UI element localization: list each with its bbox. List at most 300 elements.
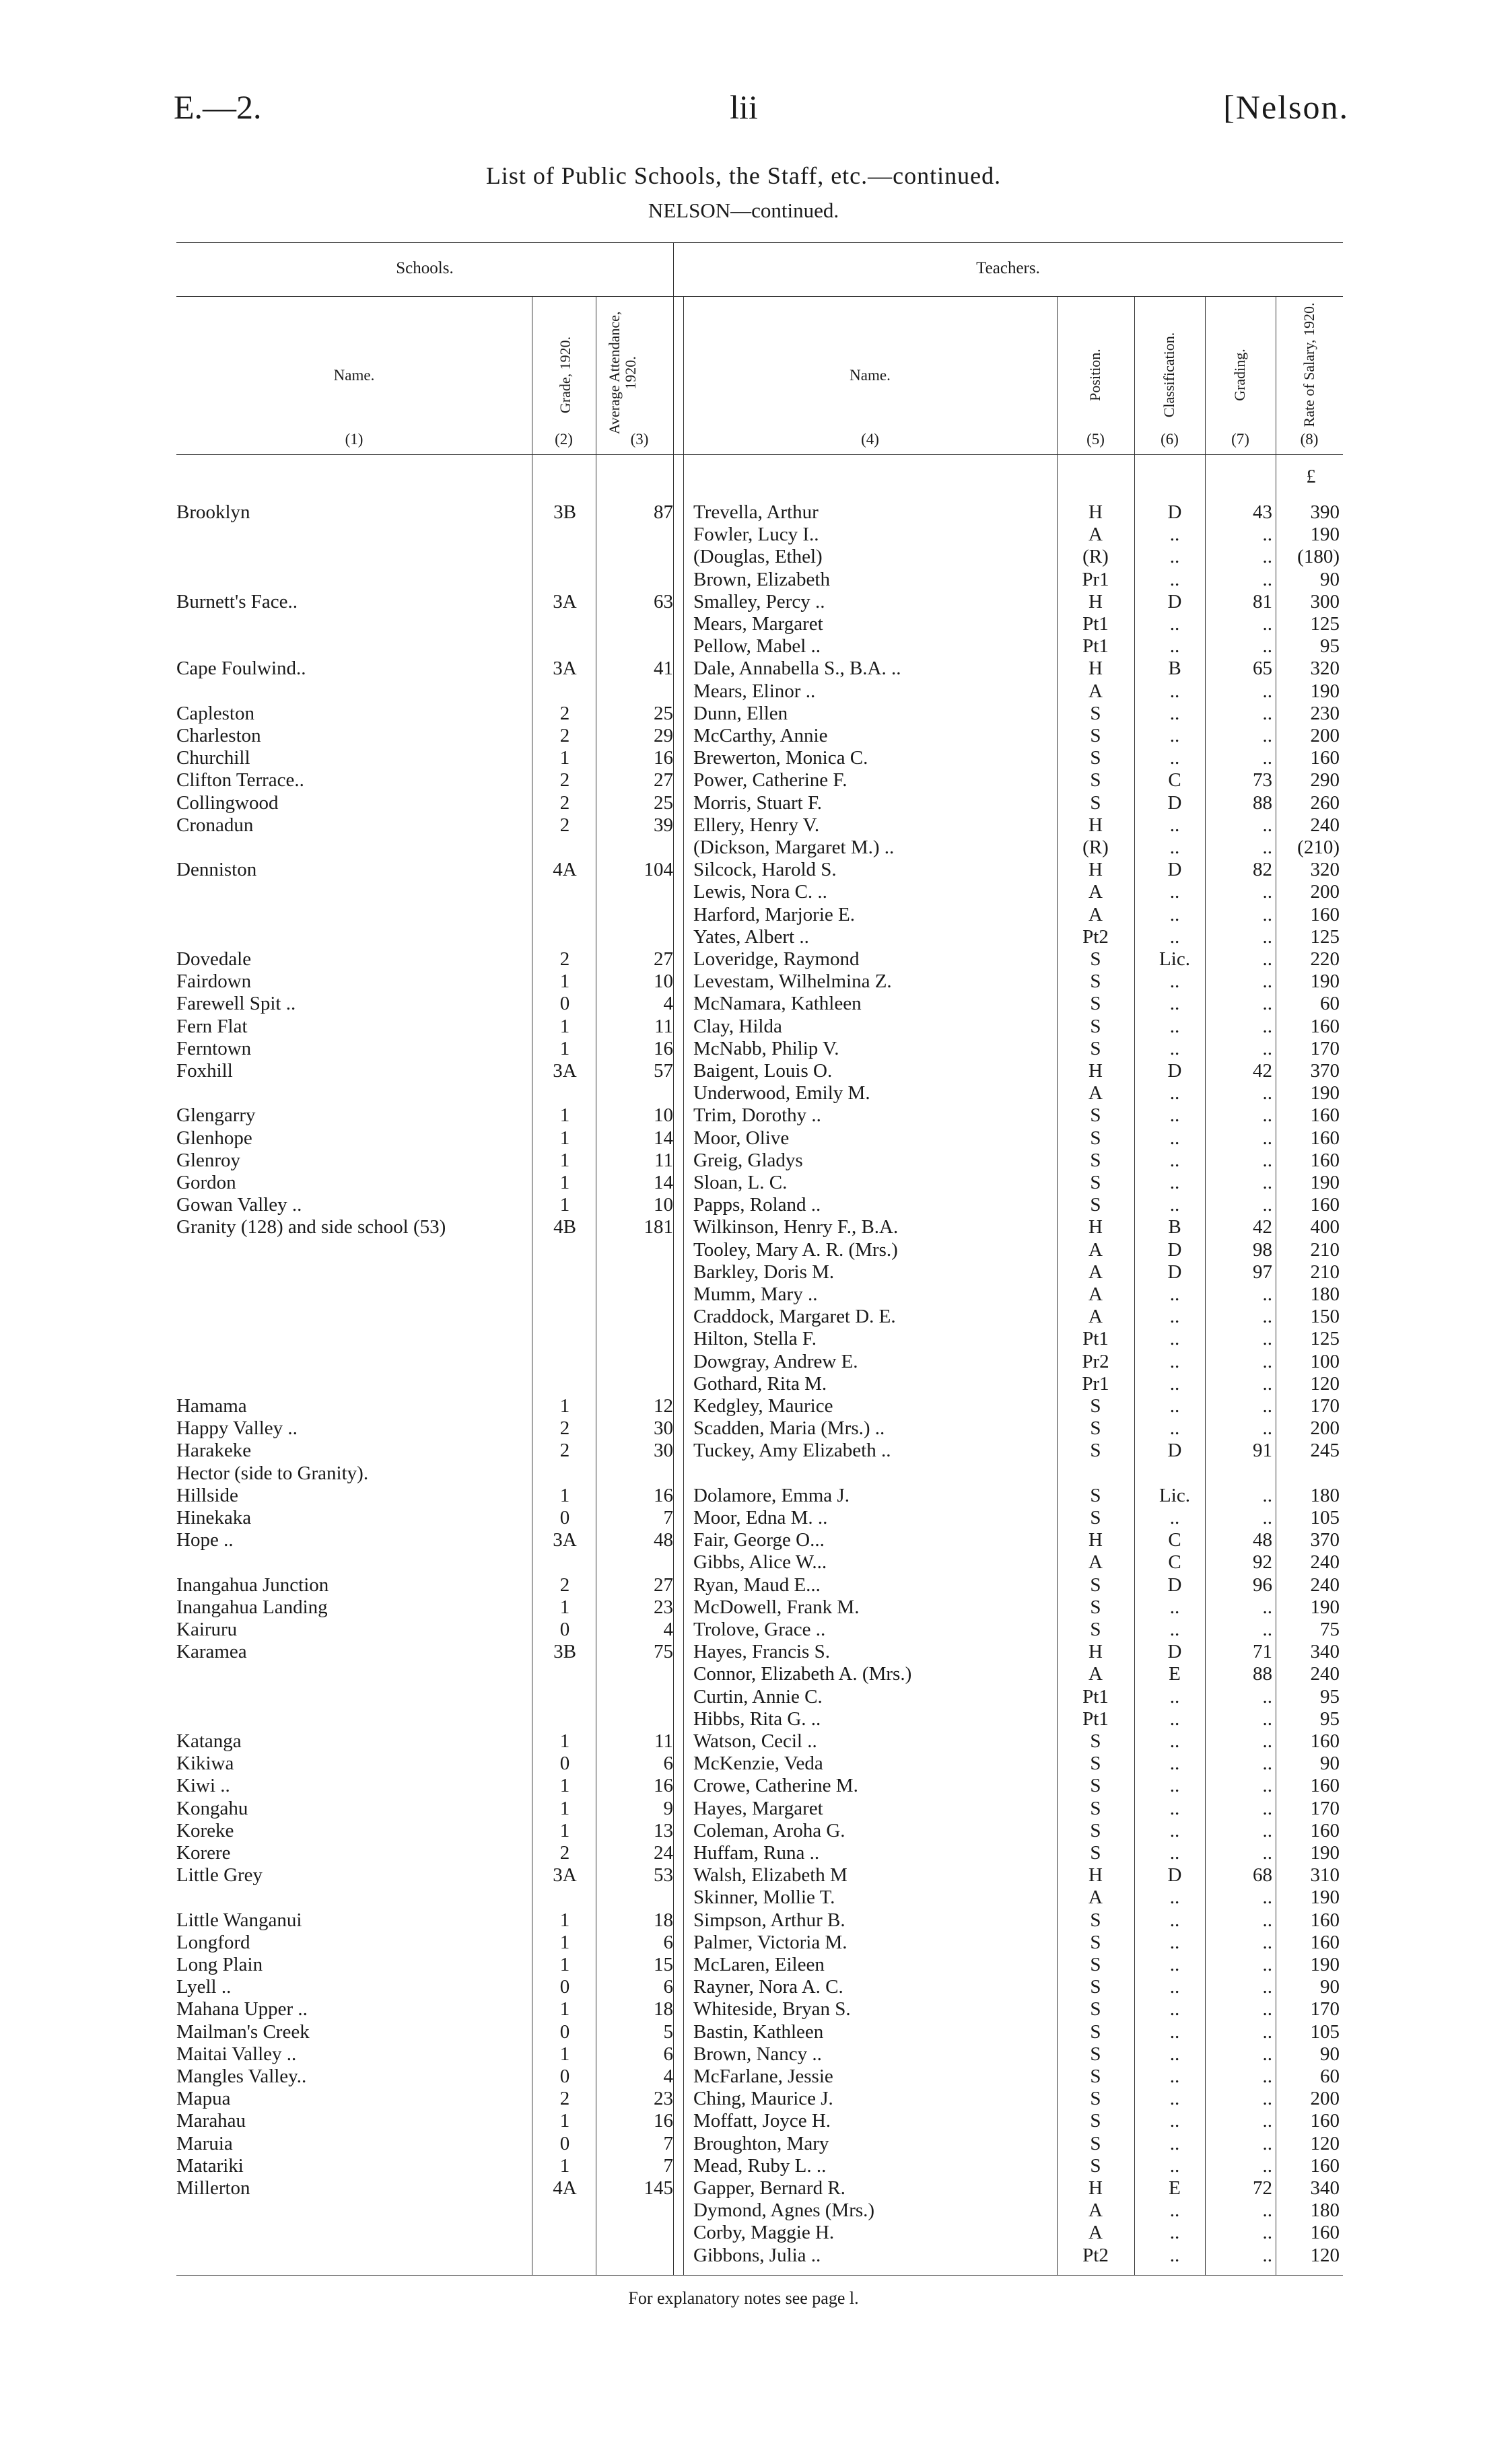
salary-rate: 370: [1310, 1060, 1340, 1082]
teacher-classification: ..: [1169, 1931, 1180, 1953]
average-attendance: 18: [654, 1998, 673, 2020]
teacher-position: Pt1: [1082, 1708, 1109, 1730]
school-grade: 1: [559, 2154, 570, 2177]
teacher-position: H: [1088, 590, 1103, 612]
school-name: Hector (side to Granity).: [176, 1462, 369, 1484]
teacher-name: Gibbs, Alice W...: [693, 1551, 827, 1574]
teacher-classification: ..: [1169, 2020, 1180, 2043]
table-row: [0, 2088, 1487, 2110]
teacher-name: Rayner, Nora A. C.: [693, 1976, 843, 1998]
salary-rate: 190: [1310, 1954, 1340, 1975]
salary-rate: 125: [1310, 925, 1340, 948]
teacher-name: Mead, Ruby L. ..: [693, 2154, 827, 2177]
salary-rate: 240: [1310, 1551, 1340, 1574]
table-row: [0, 814, 1487, 837]
school-name: Maruia: [176, 2132, 233, 2154]
teacher-grading: ..: [1262, 1417, 1272, 1440]
table-row: [0, 546, 1487, 568]
salary-rate: 310: [1310, 1864, 1340, 1887]
page-title: List of Public Schools, the Staff, etc.—continued.: [485, 162, 1002, 189]
teacher-position: S: [1090, 2132, 1101, 2154]
teacher-grading: ..: [1262, 1619, 1272, 1640]
table-row: [0, 993, 1487, 1015]
teacher-name: Smalley, Percy ..: [693, 590, 825, 612]
school-name: Collingwood: [176, 791, 279, 814]
salary-rate: 90: [1320, 1976, 1340, 1998]
column-number-5: (5): [1086, 431, 1105, 448]
teacher-name: Broughton, Mary: [693, 2132, 829, 2154]
school-name: Fairdown: [176, 971, 252, 993]
schools-group-header: Schools.: [396, 259, 454, 277]
teacher-position: S: [1090, 1954, 1101, 1975]
teacher-name: Trolove, Grace ..: [693, 1619, 826, 1640]
school-grade: 1: [559, 1931, 570, 1953]
teacher-grading: ..: [1262, 1708, 1272, 1730]
salary-rate: 390: [1310, 501, 1340, 523]
average-attendance: 4: [663, 993, 673, 1015]
teacher-position: A: [1088, 903, 1103, 925]
school-grade: 3A: [553, 590, 577, 612]
teacher-classification: ..: [1169, 546, 1180, 568]
average-attendance: 6: [663, 1931, 673, 1953]
salary-rate: 160: [1310, 903, 1340, 925]
teacher-grading: 42: [1253, 1060, 1272, 1082]
average-attendance: 23: [654, 2088, 673, 2110]
average-attendance: 9: [663, 1797, 673, 1819]
teacher-name: McNabb, Philip V.: [693, 1037, 839, 1059]
teacher-grading: ..: [1262, 1306, 1272, 1328]
salary-rate: 160: [1310, 2110, 1340, 2132]
teacher-name: Underwood, Emily M.: [693, 1082, 870, 1104]
table-row: [0, 591, 1487, 613]
teacher-position: S: [1090, 1909, 1101, 1931]
teacher-grading: ..: [1262, 2199, 1272, 2222]
school-grade: 1: [559, 1104, 570, 1127]
table-row: [0, 792, 1487, 814]
teacher-classification: ..: [1169, 1417, 1180, 1440]
school-grade: 0: [559, 1753, 570, 1775]
table-row: [0, 1261, 1487, 1283]
teacher-position: S: [1090, 2088, 1101, 2110]
salary-rate: 210: [1310, 1238, 1340, 1261]
teacher-classification: ..: [1169, 2088, 1180, 2110]
average-attendance: 18: [654, 1909, 673, 1931]
school-name: Mahana Upper ..: [176, 1998, 308, 2020]
teacher-position: S: [1090, 1395, 1101, 1417]
school-grade: 4B: [553, 1216, 576, 1238]
average-attendance: 7: [663, 1507, 673, 1528]
table-row: [0, 1954, 1487, 1976]
teacher-classification: ..: [1169, 1149, 1180, 1171]
school-name: Hinekaka: [176, 1507, 252, 1528]
teacher-name-header: Name.: [850, 367, 891, 384]
teacher-grading: ..: [1262, 2154, 1272, 2177]
teacher-name: Hilton, Stella F.: [693, 1328, 817, 1350]
school-name: Denniston: [176, 859, 257, 881]
teacher-name: Trim, Dorothy ..: [693, 1104, 821, 1127]
salary-rate: 190: [1310, 1082, 1340, 1104]
teacher-name: Sloan, L. C.: [693, 1172, 788, 1193]
teacher-grading: ..: [1262, 1909, 1272, 1931]
teacher-grading: ..: [1262, 837, 1272, 858]
table-row: [0, 2199, 1487, 2222]
school-grade: 1: [559, 747, 570, 769]
teacher-grading: ..: [1262, 948, 1272, 970]
table-row: [0, 1104, 1487, 1127]
teacher-grading: ..: [1262, 1172, 1272, 1193]
school-grade: 1: [559, 2043, 570, 2065]
table-row: [0, 1328, 1487, 1350]
school-grade: 3A: [553, 658, 577, 680]
school-grade: 1: [559, 1015, 570, 1037]
average-attendance: 6: [663, 1976, 673, 1998]
teacher-position: A: [1088, 1238, 1103, 1261]
teacher-name: Connor, Elizabeth A. (Mrs.): [693, 1663, 912, 1685]
salary-rate: 120: [1310, 2244, 1340, 2266]
salary-rate: 100: [1310, 1350, 1340, 1372]
teacher-position: A: [1088, 1261, 1103, 1283]
salary-rate: 160: [1310, 2154, 1340, 2177]
teacher-classification: ..: [1169, 1685, 1180, 1708]
teacher-classification: ..: [1169, 1619, 1180, 1640]
school-grade: 1: [559, 1797, 570, 1819]
average-attendance: 11: [654, 1149, 673, 1171]
salary-rate: 190: [1310, 524, 1340, 546]
average-attendance: 10: [654, 971, 673, 993]
school-name: Kiwi ..: [176, 1775, 230, 1797]
school-grade: 0: [559, 1619, 570, 1640]
teacher-grading: 73: [1253, 769, 1272, 791]
school-grade: 1: [559, 1775, 570, 1797]
teacher-classification: Lic.: [1159, 1484, 1190, 1506]
teacher-position: Pt2: [1082, 925, 1109, 948]
table-row: [0, 1216, 1487, 1238]
teacher-grading: ..: [1262, 925, 1272, 948]
table-row: [0, 837, 1487, 859]
column-number-1: (1): [345, 431, 364, 448]
average-attendance: 6: [663, 2043, 673, 2065]
average-attendance: 57: [654, 1060, 673, 1082]
column-number-6: (6): [1161, 431, 1179, 448]
average-attendance: 7: [663, 2132, 673, 2154]
average-attendance: 10: [654, 1194, 673, 1216]
teacher-grading: ..: [1262, 568, 1272, 590]
average-attendance: 12: [654, 1395, 673, 1417]
teacher-classification: ..: [1169, 1708, 1180, 1730]
salary-rate: 105: [1310, 2020, 1340, 2043]
salary-rate: 125: [1310, 1328, 1340, 1350]
school-grade: 2: [559, 791, 570, 814]
teacher-classification: ..: [1169, 725, 1180, 746]
average-attendance: 24: [654, 1842, 673, 1864]
teacher-classification: ..: [1169, 903, 1180, 925]
teacher-grading: 68: [1253, 1864, 1272, 1887]
teacher-position: S: [1090, 1037, 1101, 1059]
school-name: Little Wanganui: [176, 1909, 302, 1931]
teacher-name: Dymond, Agnes (Mrs.): [693, 2199, 875, 2222]
teacher-position: A: [1088, 1306, 1103, 1328]
salary-rate: (210): [1297, 837, 1340, 858]
teacher-position: (R): [1082, 546, 1109, 568]
table-row: [0, 1887, 1487, 1909]
teacher-grading: ..: [1262, 1730, 1272, 1752]
average-attendance: 6: [663, 1753, 673, 1775]
teacher-position: A: [1088, 1887, 1103, 1909]
teacher-position: H: [1088, 1060, 1103, 1082]
school-grade: 2: [559, 725, 570, 746]
school-name: Millerton: [176, 2177, 250, 2199]
school-name: Koreke: [176, 1819, 234, 1841]
teacher-grading: ..: [1262, 1015, 1272, 1037]
school-grade: 1: [559, 971, 570, 993]
teacher-position: S: [1090, 2020, 1101, 2043]
salary-rate: 180: [1310, 2199, 1340, 2222]
school-grade: 0: [559, 1507, 570, 1528]
school-name: Matariki: [176, 2154, 244, 2177]
teacher-position: Pt1: [1082, 635, 1109, 658]
school-name: Longford: [176, 1931, 250, 1953]
teacher-position: S: [1090, 1619, 1101, 1640]
teacher-classification: ..: [1169, 2132, 1180, 2154]
teacher-grading: ..: [1262, 1283, 1272, 1305]
teacher-position: S: [1090, 1440, 1101, 1462]
teacher-grading: ..: [1262, 2020, 1272, 2043]
school-name: Mailman's Creek: [176, 2020, 310, 2043]
teacher-classification: D: [1167, 501, 1182, 523]
teacher-name: McFarlane, Jessie: [693, 2066, 833, 2087]
school-grade: 1: [559, 1037, 570, 1059]
school-name: Mapua: [176, 2088, 231, 2110]
table-row: [0, 1351, 1487, 1373]
school-name: Fern Flat: [176, 1015, 248, 1037]
school-name: Long Plain: [176, 1954, 263, 1975]
teacher-classification: ..: [1169, 1507, 1180, 1528]
teacher-classification: ..: [1169, 680, 1180, 702]
teacher-classification: Lic.: [1159, 948, 1190, 970]
teacher-name: Yates, Albert ..: [693, 925, 809, 948]
teacher-name: McDowell, Frank M.: [693, 1596, 860, 1618]
salary-rate: 90: [1320, 1753, 1340, 1775]
teacher-name: Papps, Roland ..: [693, 1194, 821, 1216]
table-row: [0, 1775, 1487, 1797]
teacher-grading: ..: [1262, 971, 1272, 993]
teacher-name: Hayes, Francis S.: [693, 1641, 830, 1663]
school-grade: 1: [559, 1395, 570, 1417]
teacher-classification: E: [1169, 2177, 1181, 2199]
teacher-classification: E: [1169, 1663, 1181, 1685]
salary-rate: 170: [1310, 1395, 1340, 1417]
teacher-classification: ..: [1169, 993, 1180, 1015]
salary-rate: 60: [1320, 993, 1340, 1015]
teacher-grading: ..: [1262, 2088, 1272, 2110]
teacher-grading: ..: [1262, 1819, 1272, 1841]
table-row: [0, 926, 1487, 948]
salary-rate: 95: [1320, 1708, 1340, 1730]
table-row: [0, 859, 1487, 881]
teacher-classification: ..: [1169, 2043, 1180, 2065]
column-number-7: (7): [1231, 431, 1249, 448]
table-row: [0, 1708, 1487, 1730]
teacher-position: H: [1088, 814, 1103, 836]
average-attendance: 41: [654, 658, 673, 680]
teacher-grading: ..: [1262, 1775, 1272, 1797]
salary-rate: 180: [1310, 1283, 1340, 1305]
teacher-classification: ..: [1169, 2110, 1180, 2132]
table-row: [0, 1060, 1487, 1082]
school-name: Burnett's Face..: [176, 590, 298, 612]
average-attendance: 30: [654, 1440, 673, 1462]
teacher-grading: 98: [1253, 1238, 1272, 1261]
teacher-name: Dowgray, Andrew E.: [693, 1350, 858, 1372]
teacher-classification: ..: [1169, 2066, 1180, 2087]
salary-rate: 160: [1310, 1127, 1340, 1149]
teacher-position: Pr1: [1082, 1372, 1109, 1395]
teacher-name: Craddock, Margaret D. E.: [693, 1306, 896, 1328]
teacher-position: H: [1088, 2177, 1103, 2199]
teacher-classification: ..: [1169, 2154, 1180, 2177]
salary-rate: 320: [1310, 859, 1340, 881]
teacher-classification: ..: [1169, 1797, 1180, 1819]
teacher-name: Tooley, Mary A. R. (Mrs.): [693, 1238, 898, 1261]
teacher-grading: ..: [1262, 725, 1272, 746]
teacher-position: A: [1088, 1283, 1103, 1305]
average-attendance: 27: [654, 948, 673, 970]
salary-rate: 190: [1310, 1172, 1340, 1193]
table-row: [0, 1463, 1487, 1485]
teacher-grading: 43: [1253, 501, 1272, 523]
salary-rate: 210: [1310, 1261, 1340, 1283]
teacher-classification: ..: [1169, 1842, 1180, 1864]
teacher-position: Pt1: [1082, 1685, 1109, 1708]
teacher-position: H: [1088, 1641, 1103, 1663]
teacher-position: H: [1088, 501, 1103, 523]
teacher-classification: ..: [1169, 568, 1180, 590]
teacher-classification: ..: [1169, 1753, 1180, 1775]
school-grade: 3A: [553, 1864, 577, 1887]
teacher-name: Morris, Stuart F.: [693, 791, 823, 814]
teacher-name: Brown, Elizabeth: [693, 568, 830, 590]
school-name: Foxhill: [176, 1060, 233, 1082]
average-attendance: 11: [654, 1730, 673, 1752]
table-row: [0, 2043, 1487, 2066]
teacher-position: Pr1: [1082, 568, 1109, 590]
teacher-name: Hibbs, Rita G. ..: [693, 1708, 821, 1730]
salary-rate: 180: [1310, 1484, 1340, 1506]
teacher-grading: ..: [1262, 2132, 1272, 2154]
school-grade: 1: [559, 1172, 570, 1193]
average-attendance: 181: [644, 1216, 673, 1238]
teacher-classification: ..: [1169, 1596, 1180, 1618]
table-row: [0, 1753, 1487, 1775]
school-grade: 2: [559, 1574, 570, 1596]
table-row: [0, 1619, 1487, 1641]
average-attendance: 25: [654, 791, 673, 814]
table-row: [0, 971, 1487, 993]
teacher-classification: ..: [1169, 1395, 1180, 1417]
teacher-name: Ryan, Maud E...: [693, 1574, 821, 1596]
classification-header: Classification.: [1161, 332, 1177, 418]
school-name: Hillside: [176, 1484, 238, 1506]
teacher-name: Silcock, Harold S.: [693, 859, 837, 881]
teacher-position: S: [1090, 1931, 1101, 1953]
table-row: [0, 1172, 1487, 1194]
table-row: [0, 2245, 1487, 2267]
school-grade: 1: [559, 1127, 570, 1149]
teacher-classification: ..: [1169, 1306, 1180, 1328]
salary-rate: 190: [1310, 1596, 1340, 1618]
average-attendance: 29: [654, 725, 673, 746]
school-grade: 1: [559, 1954, 570, 1975]
teacher-grading: 91: [1253, 1440, 1272, 1462]
teacher-name: Tuckey, Amy Elizabeth ..: [693, 1440, 891, 1462]
teacher-position: S: [1090, 971, 1101, 993]
table-row: [0, 1820, 1487, 1842]
school-name: Gowan Valley ..: [176, 1194, 302, 1216]
teacher-classification: ..: [1169, 2244, 1180, 2266]
table-row: [0, 1283, 1487, 1306]
average-attendance: 14: [654, 1127, 673, 1149]
salary-header: Rate of Salary, 1920.: [1301, 302, 1317, 427]
teacher-position: S: [1090, 2043, 1101, 2065]
teacher-classification: ..: [1169, 1082, 1180, 1104]
column-number-8: (8): [1300, 431, 1319, 448]
teacher-name: Moor, Olive: [693, 1127, 790, 1149]
teacher-classification: D: [1167, 1060, 1182, 1082]
teacher-grading: ..: [1262, 1596, 1272, 1618]
table-row: [0, 2133, 1487, 2155]
teacher-name: McCarthy, Annie: [693, 725, 828, 746]
teacher-name: Corby, Maggie H.: [693, 2222, 835, 2244]
school-grade: 0: [559, 2020, 570, 2043]
table-row: [0, 1663, 1487, 1685]
teacher-name: Skinner, Mollie T.: [693, 1887, 835, 1909]
teacher-classification: ..: [1169, 747, 1180, 769]
average-attendance: 53: [654, 1864, 673, 1887]
table-row: [0, 1127, 1487, 1150]
teacher-classification: ..: [1169, 1283, 1180, 1305]
salary-rate: 230: [1310, 702, 1340, 724]
table-row: [0, 613, 1487, 635]
salary-rate: 300: [1310, 590, 1340, 612]
teacher-position: S: [1090, 2154, 1101, 2177]
average-attendance: 16: [654, 1037, 673, 1059]
school-name: Clifton Terrace..: [176, 769, 304, 791]
teacher-position: S: [1090, 747, 1101, 769]
teacher-classification: ..: [1169, 1037, 1180, 1059]
teacher-grading: 88: [1253, 791, 1272, 814]
teacher-position: S: [1090, 993, 1101, 1015]
table-row: [0, 1485, 1487, 1507]
school-grade: 0: [559, 2132, 570, 2154]
teacher-position: A: [1088, 1082, 1103, 1104]
teacher-name: Dunn, Ellen: [693, 702, 788, 724]
table-row: [0, 1932, 1487, 1954]
school-grade: 0: [559, 1976, 570, 1998]
teacher-classification: ..: [1169, 1730, 1180, 1752]
teacher-name: Gibbons, Julia ..: [693, 2244, 821, 2266]
table-row: [0, 1194, 1487, 1216]
table-row: [0, 1239, 1487, 1261]
teacher-grading: ..: [1262, 903, 1272, 925]
teacher-position: S: [1090, 1819, 1101, 1841]
school-grade: 1: [559, 1596, 570, 1618]
teacher-position: S: [1090, 948, 1101, 970]
average-attendance: 16: [654, 2110, 673, 2132]
teacher-classification: ..: [1169, 613, 1180, 635]
salary-rate: 240: [1310, 1663, 1340, 1685]
table-row: [0, 1440, 1487, 1462]
teacher-name: Walsh, Elizabeth M: [693, 1864, 848, 1887]
